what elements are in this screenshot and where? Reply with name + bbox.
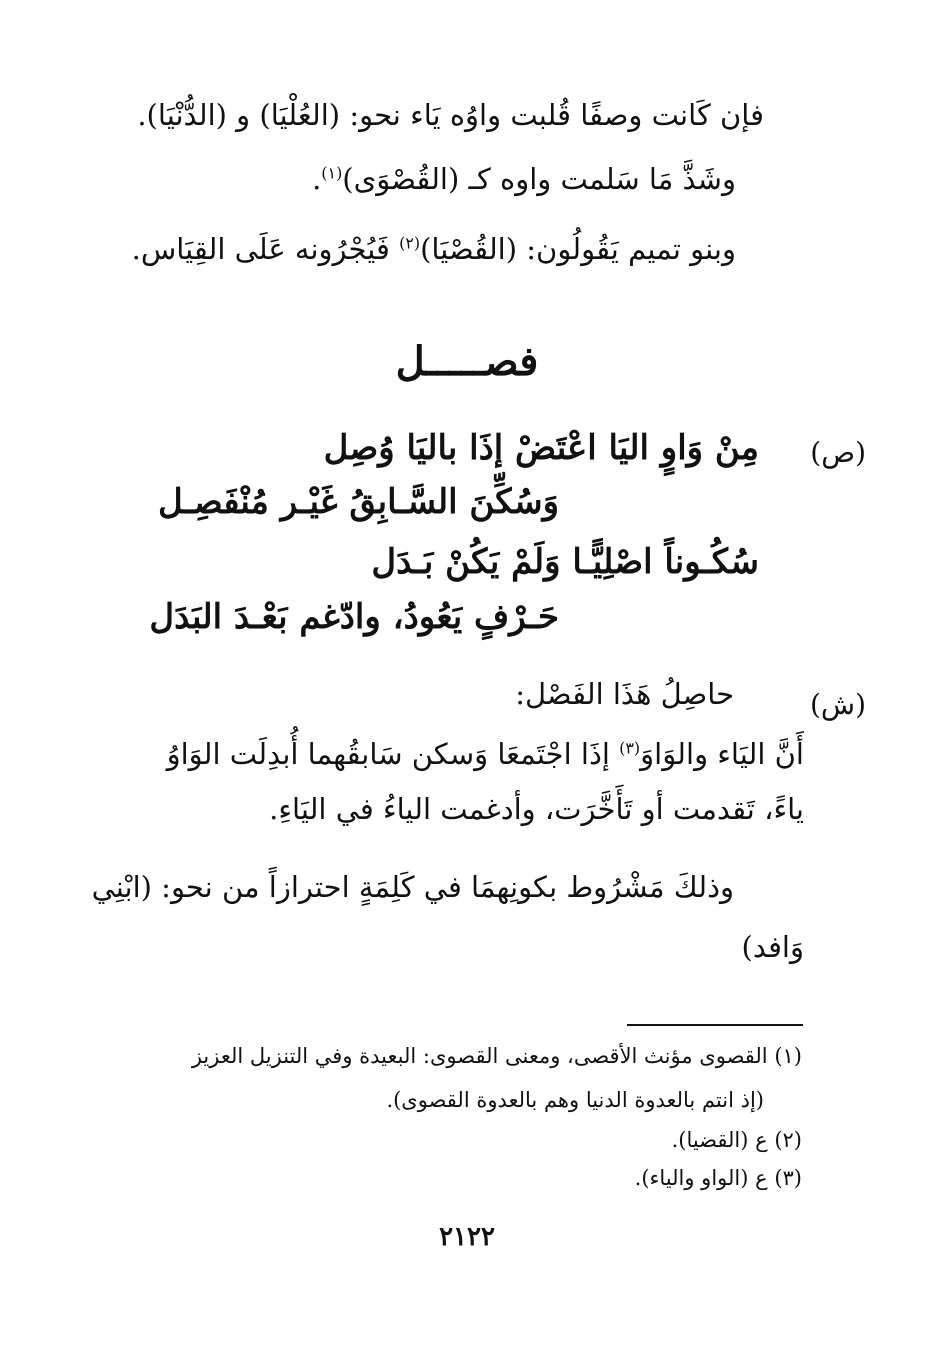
comment-intro: حاصِلُ هَذَا الفَصْل:	[515, 677, 734, 711]
footnote-1-continued: (إذ انتم بالعدوة الدنيا وهم بالعدوة القصوى).	[386, 1088, 764, 1112]
section-heading-wrap	[0, 338, 934, 385]
verse-line-3: سُكُـوناً اصْلِيًّـا وَلَمْ يَكُنْ بَـدَل	[371, 542, 759, 582]
comment-line-4: وَافد)	[741, 930, 804, 964]
footnote-2: (٢) ع (القضيا).	[671, 1128, 802, 1152]
comment-line-2: ياءً، تَقدمت أو تَأَخَّرَت، وأدغمت الياءُ في اليَاءِ.	[269, 792, 804, 826]
footnote-3: (٣) ع (الواو والياء).	[634, 1166, 802, 1190]
prose-line-3: وبنو تميم يَقُولُون: (القُصْيَا)$^{(٢)}$ فَيُجْرُونه عَلَى القِيَاس.	[131, 232, 736, 266]
footnote-1: (١) القصوى مؤنث الأقصى، ومعنى القصوى: البعيدة وفي التنزيل العزيز	[191, 1044, 802, 1068]
footnote-ref-2: (٢)	[399, 233, 421, 253]
page-number: ٢١٢٢	[439, 1222, 495, 1252]
comment-line-3: وذلكَ مَشْرُوط بكونِهمَا في كَلِمَةٍ احترازاً من نحو: (ابْنِي	[91, 870, 734, 904]
prose-line-2: وشَذَّ مَا سَلمت واوه كـ (القُصْوَى)$^{(١)}$.	[312, 162, 736, 196]
verse-line-4: حَـرْفٍ يَعُودُ، وادّغم بَعْـدَ البَدَل	[149, 597, 559, 637]
footnote-ref-1: (١)	[321, 163, 343, 183]
footnote-ref-3: (٣)	[619, 738, 641, 758]
verse-label: (ص)	[810, 436, 866, 469]
verse-line-1: مِنْ وَاوٍ اليَا اعْتَضْ إذَا باليَا وُصِل	[323, 428, 759, 468]
footnote-separator	[627, 1024, 803, 1026]
section-heading: فصـــــل	[395, 338, 539, 385]
comment-line-1: أَنَّ اليَاء والوَاوَ$^{(٣)}$ إذَا اجْتَمعَا وَسكن سَابقُهما أُبدِلَت الوَاوُ	[166, 737, 804, 771]
page-number-wrap	[0, 1222, 934, 1252]
verse-line-2: وَسُكِّنَ السَّـابِقُ غَيْـر مُنْفَصِـل	[158, 482, 559, 522]
prose-line-1: فإن كَانت وصفًا قُلبت واوُه يَاء نحو: (العُلْيَا) و (الدُّنْيَا).	[137, 98, 764, 132]
comment-label: (ش)	[809, 688, 866, 721]
